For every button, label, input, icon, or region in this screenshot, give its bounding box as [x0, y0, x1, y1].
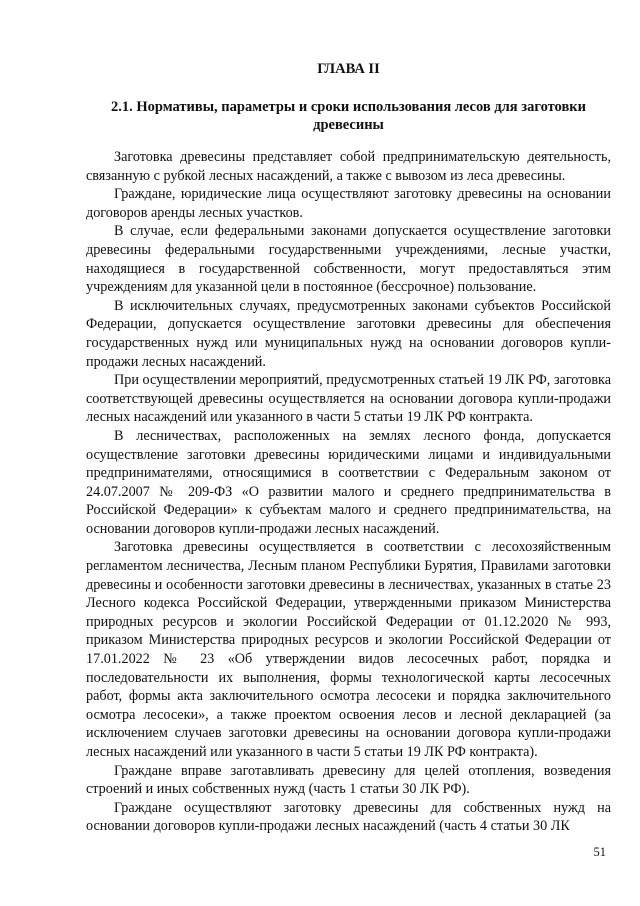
page-number: 51 — [593, 845, 606, 859]
chapter-title: ГЛАВА II — [317, 61, 380, 77]
paragraph: В случае, если федеральными законами допускается осуществление заготовки древесины федеральными государственными учреждениями, лесные участки, находящиеся в государственной собственности, могут предоставляться этим учреждениям для указанной цели в постоянное (бессрочное) пользование. — [86, 223, 611, 296]
paragraph: При осуществлении мероприятий, предусмотренных статьей 19 ЛК РФ, заготовка соответствующей древесины осуществляется на основании договора купли-продажи лесных насаждений или указанного в части 5 статьи 19 ЛК РФ контракта. — [86, 372, 611, 426]
paragraph: Граждане осуществляют заготовку древесины для собственных нужд на основании договоров купли-продажи лесных насаждений (часть 4 статьи 30 ЛК — [86, 799, 611, 835]
paragraph: Заготовка древесины представляет собой предпринимательскую деятельность, связанную с рубкой лесных насаждений, а также с вывозом из леса древесины. — [86, 149, 611, 184]
paragraph: В лесничествах, расположенных на землях лесного фонда, допускается осуществление заготовки древесины юридическими лицами и индивидуальными предпринимателями, относящимися в соответствии с Федеральным законом от 24.07.2007 № 209-ФЗ «О развитии малого и среднего предпринимательства в Российской Федерации» к субъектам малого и среднего предпринимательства, на основании договоров купли-продажи лесных насаждений. — [86, 427, 611, 537]
document-page — [86, 60, 611, 836]
paragraph: Граждане, юридические лица осуществляют заготовку древесины на основании договоров аренды лесных участков. — [86, 186, 611, 221]
paragraph: В исключительных случаях, предусмотренных законами субъектов Российской Федерации, допускается осуществление заготовки древесины для обеспечения государственных нужд или муниципальных нужд на основании договоров купли-продажи лесных насаждений. — [86, 297, 611, 370]
paragraph: Заготовка древесины осуществляется в соответствии с лесохозяйственным регламентом лесничества, Лесным планом Республики Бурятия, Правилами заготовки древесины и особенности заготовки древесины в лесничествах, указанных в статье 23 Лесного кодекса Российской Федерации, утвержденными приказом Министерства природных ресурсов и экологии Российской Федерации от 01.12.2020 № 993, приказом Министерства природных ресурсов и экологии Российской Федерации от 17.01.2022 № 23 «Об утверждении видов лесосечных работ, порядка и последовательности их выполнения, формы технологической карты лесосечных работ, формы акта заключительного осмотра лесосеки и порядка заключительного осмотра лесосеки», а также проектом освоения лесов и лесной декларацией (за исключением случаев заготовки древесины на основании договора купли-продажи лесных насаждений или указанного в части 5 статьи 19 ЛК РФ контракта). — [86, 539, 611, 760]
section-title: 2.1. Нормативы, параметры и сроки использования лесов для заготовки древесины — [111, 99, 586, 133]
paragraph: Граждане вправе заготавливать древесину для целей отопления, возведения строений и иных собственных нужд (часть 1 статьи 30 ЛК РФ). — [86, 762, 611, 798]
